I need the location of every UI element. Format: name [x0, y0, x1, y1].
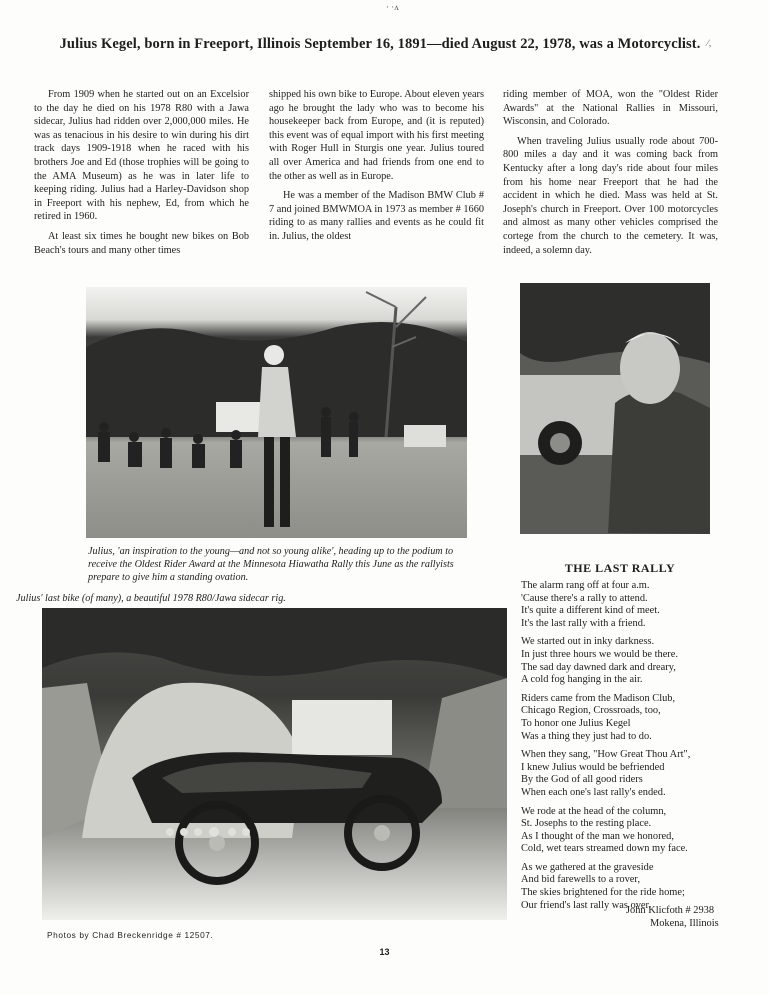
top-mark: · ·ʌ	[386, 2, 399, 12]
poem-line: Was a thing they just had to do.	[521, 730, 652, 742]
poem-line: The skies brightened for the ride home;	[521, 887, 685, 899]
corner-mark: ⁄‚	[707, 38, 712, 48]
poem-line: It's the last rally with a friend.	[521, 617, 646, 629]
portrait-photo	[520, 283, 710, 534]
poem-line: As we gathered at the graveside	[521, 861, 654, 873]
poem-line: Cold, wet tears streamed down my face.	[521, 843, 688, 855]
poem-stanza	[521, 749, 726, 799]
headline: Julius Kegel, born in Freeport, Illinois September 16, 1891—died August 22, 1978, was a Motorcyclist.	[59, 36, 701, 52]
poem-stanza	[521, 636, 726, 686]
poem-line: Riders came from the Madison Club,	[521, 692, 676, 704]
poem-line: St. Josephs to the resting place.	[521, 818, 652, 830]
poem-line: As I thought of the man we honored,	[521, 830, 674, 842]
poem-line: To honor one Julius Kegel	[521, 717, 631, 729]
poem-line: Our friend's last rally was over.	[521, 899, 651, 911]
rally-photo-scene	[86, 287, 467, 538]
poem-line: It's quite a different kind of meet.	[521, 605, 660, 617]
article-paragraph: He was a member of the Madison BMW Club # 7 and joined BMWMOA in 1973 as member # 1660 riding to as many rallies and events as he could fit in. Julius, the oldest	[269, 190, 484, 242]
poem-stanza	[521, 693, 726, 743]
sidecar-photo-scene	[42, 608, 507, 920]
poem-location: Mokena, Illinois	[650, 918, 719, 929]
poem-stanza	[521, 580, 726, 630]
poem-line: And bid farewells to a rover,	[521, 874, 641, 886]
photo-credit: Photos by Chad Breckenridge # 12507.	[47, 930, 214, 940]
sidecar-photo	[42, 608, 507, 920]
poem-line: A cold fog hanging in the air.	[521, 674, 643, 686]
poem-line: The alarm rang off at four a.m.	[521, 580, 650, 591]
article-paragraph: riding member of MOA, won the "Oldest Rider Awards" at the National Rallies in Missouri, Wisconsin, and Colorado.	[503, 89, 718, 128]
poem-author: John Klicfoth # 2938	[626, 905, 715, 916]
bike-photo-caption: Julius' last bike (of many), a beautiful 1978 R80/Jawa sidecar rig.	[16, 593, 286, 604]
portrait-photo-scene	[520, 283, 710, 534]
article-column-2	[269, 88, 484, 250]
poem-line: Chicago Region, Crossroads, too,	[521, 705, 661, 717]
poem-title: THE LAST RALLY	[564, 561, 676, 575]
poem-line: I knew Julius would be befriended	[521, 761, 665, 773]
rally-photo-caption: Julius, 'an inspiration to the young—and not so young alike', heading up to the podium to receive the Oldest Rider Award at the Minnesota Hiawatha Rally this June as the rallyists prepare to give him a standing ovation.	[88, 546, 454, 583]
poem-line: When each one's last rally's ended.	[521, 786, 666, 798]
poem	[521, 580, 726, 918]
article-column-3	[503, 88, 718, 263]
poem-line: In just three hours we would be there.	[521, 648, 678, 660]
poem-line: The sad day dawned dark and dreary,	[521, 661, 676, 673]
poem-line: We started out in inky darkness.	[521, 636, 655, 648]
poem-line: We rode at the head of the column,	[521, 805, 667, 817]
article-paragraph: shipped his own bike to Europe. About eleven years ago he brought the lady who was to become his housekeeper back from Europe, and (it is reputed) this event was of equal import with his first meeting with Roger Hull in Sturgis one year. Julius toured all over America and had friends from one end to the other as well as in Europe.	[269, 89, 484, 182]
poem-line: By the God of all good riders	[521, 774, 643, 786]
article-paragraph: From 1909 when he started out on an Excelsior to the day he died on his 1978 R80 with a Jawa sidecar, Julius had ridden over 2,000,000 miles. He was as tenacious in his desire to win during his dirt track days 1909-1918 when he raced with his brothers Joe and Ed (those trophies will be going to the AMA Museum) as he was in later life to keeping riding. Julius had a Harley-Davidson shop in Freeport with his nephew, Ed, from which he retired in 1960.	[34, 89, 249, 223]
page-number: 13	[379, 947, 390, 957]
poem-line: When they sang, "How Great Thou Art",	[521, 749, 691, 761]
poem-stanza	[521, 806, 726, 856]
poem-line: 'Cause there's a rally to attend.	[521, 592, 648, 604]
article-column-1	[34, 88, 249, 263]
article-paragraph: When traveling Julius usually rode about 700-800 miles a day and it was coming back from Kentucky after a long day's ride about four miles from his home near Freeport that he had the accident in which he died. Mass was held at St. Joseph's church in Freeport. Over 100 motorcycles and almost as many other vehicles comprised the cortege from the church to the cemetery. It was, indeed, a solemn day.	[503, 135, 718, 256]
rally-photo	[86, 287, 467, 538]
article-paragraph: At least six times he bought new bikes on Bob Beach's tours and many other times	[34, 230, 249, 256]
